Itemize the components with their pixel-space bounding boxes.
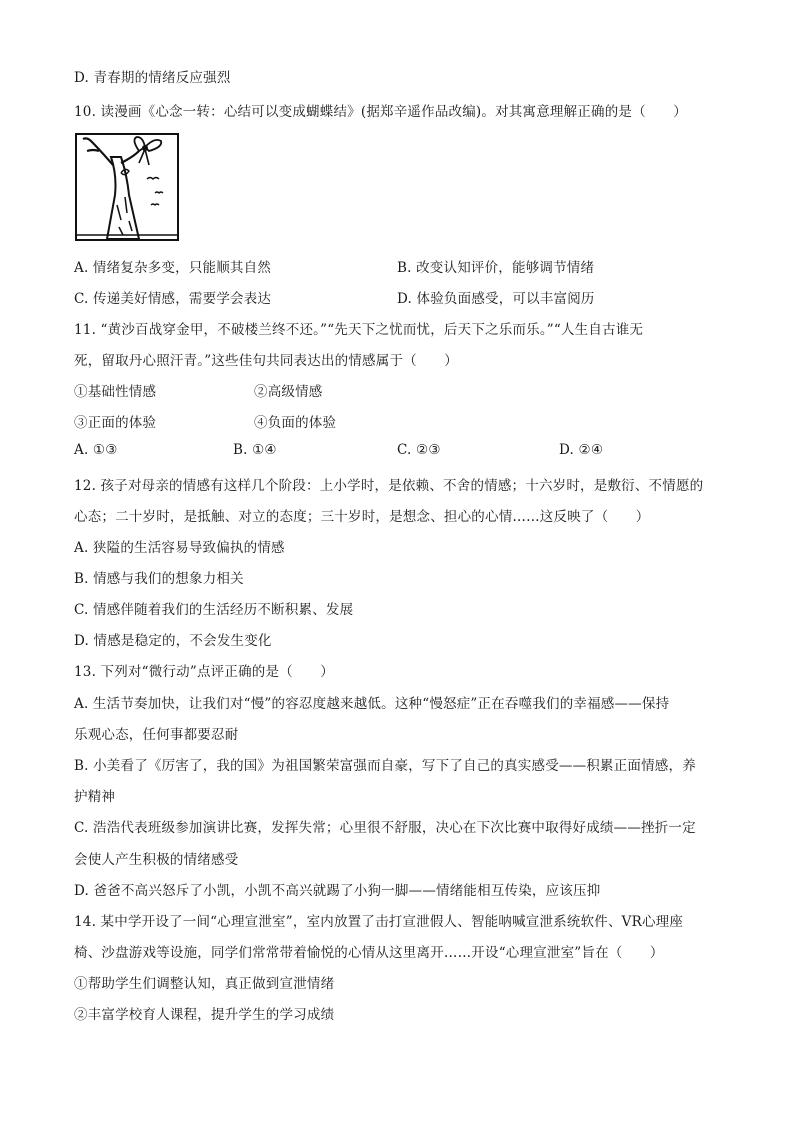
tree-bow-illustration <box>77 135 177 239</box>
q13-option-a-line1: A. 生活节奏加快，让我们对“慢”的容忍度越来越低。这种“慢怒症”正在吞噬我们的幸福感——保持 <box>74 696 670 712</box>
q14-item-2: ②丰富学校育人课程，提升学生的学习成绩 <box>74 1007 335 1023</box>
q9-option-d: D. 青春期的情绪反应强烈 <box>74 70 231 86</box>
q13-option-b-line1: B. 小美看了《厉害了，我的国》为祖国繁荣富强而自豪，写下了自己的真实感受——积累正面情感，养 <box>74 758 696 774</box>
q11-item-4: ④负面的体验 <box>254 415 337 431</box>
q11-option-b: B. ①④ <box>233 442 277 458</box>
q13-option-a-line2: 乐观心态，任何事都要忍耐 <box>74 727 239 743</box>
q10-stem: 10. 读漫画《心念一转：心结可以变成蝴蝶结》(据郑辛遥作品改编)。对其寓意理解正确的是（ ） <box>74 104 687 120</box>
q14-stem-line1: 14. 某中学开设了一间“心理宣泄室”，室内放置了击打宣泄假人、智能呐喊宣泄系统软件、VR心理座 <box>74 914 684 930</box>
q14-item-1: ①帮助学生们调整认知，真正做到宣泄情绪 <box>74 976 335 992</box>
q12-option-c: C. 情感伴随着我们的生活经历不断积累、发展 <box>74 602 354 618</box>
q11-item-3: ③正面的体验 <box>74 415 157 431</box>
q13-option-d: D. 爸爸不高兴怒斥了小凯，小凯不高兴就踢了小狗一脚——情绪能相互传染，应该压抑 <box>74 883 601 899</box>
q13-option-b-line2: 护精神 <box>74 789 116 805</box>
q11-option-a: A. ①③ <box>74 442 118 458</box>
q11-option-d: D. ②④ <box>559 442 604 458</box>
q13-option-c-line2: 会使人产生积极的情绪感受 <box>74 852 239 868</box>
q12-option-a: A. 狭隘的生活容易导致偏执的情感 <box>74 540 285 556</box>
q13-option-c-line1: C. 浩浩代表班级参加演讲比赛，发挥失常；心里很不舒服，决心在下次比赛中取得好成绩——挫折一定 <box>74 820 696 836</box>
q13-stem: 13. 下列对“微行动”点评正确的是（ ） <box>74 664 334 680</box>
q11-stem-line2: 死，留取丹心照汗青。”这些佳句共同表达出的情感属于（ ） <box>74 353 458 369</box>
q11-item-2: ②高级情感 <box>254 384 323 400</box>
q14-stem-line2: 椅、沙盘游戏等设施，同学们常常带着愉悦的心情从这里离开……开设“心理宣泄室”旨在（ ） <box>74 945 664 961</box>
q10-option-a: A. 情绪复杂多变，只能顺其自然 <box>74 260 272 276</box>
q11-stem-line1: 11. “黄沙百战穿金甲，不破楼兰终不还。”“先天下之忧而忧，后天下之乐而乐。”“人生自古谁无 <box>74 322 644 338</box>
q11-option-c: C. ②③ <box>397 442 441 458</box>
q10-option-b: B. 改变认知评价，能够调节情绪 <box>397 260 595 276</box>
q12-stem-line2: 心态；二十岁时，是抵触、对立的态度；三十岁时，是想念、担心的心情……这反映了（ ） <box>74 509 650 525</box>
q12-stem-line1: 12. 孩子对母亲的情感有这样几个阶段：上小学时，是依赖、不舍的情感；十六岁时，是敷衍、不情愿的 <box>74 478 704 494</box>
q12-option-d: D. 情感是稳定的，不会发生变化 <box>74 633 272 649</box>
q10-option-d: D. 体验负面感受，可以丰富阅历 <box>397 291 595 307</box>
q12-option-b: B. 情感与我们的想象力相关 <box>74 571 244 587</box>
cartoon-image <box>75 133 179 241</box>
q11-item-1: ①基础性情感 <box>74 384 157 400</box>
q10-option-c: C. 传递美好情感，需要学会表达 <box>74 291 272 307</box>
